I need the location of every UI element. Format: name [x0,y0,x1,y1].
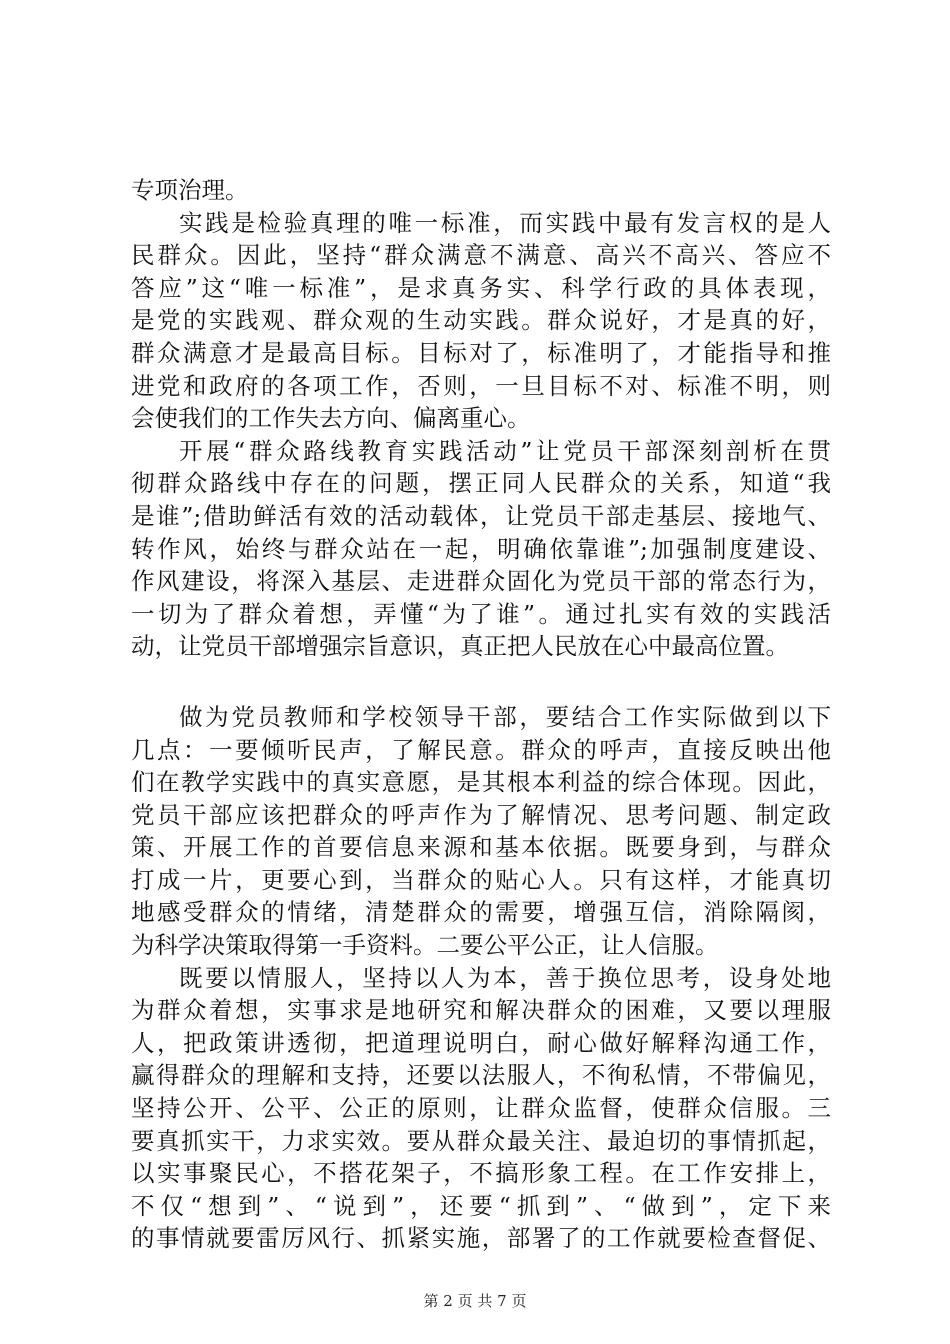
text-line: 动，让党员干部增强宗旨意识，真正把人民放在心中最高位置。 [131,632,789,661]
text-line: 一切为了群众着想，弄懂“为了谁”。通过扎实有效的实践活 [131,599,831,628]
text-line: 们在教学实践中的真实意愿，是其根本利益的综合体现。因此， [131,768,831,797]
paragraph-gap [131,663,831,701]
text-line: 是谁”;借助鲜活有效的活动载体，让党员干部走基层、接地气、 [131,501,831,530]
text-line: 既要以情服人，坚持以人为本，善于换位思考，设身处地 [179,963,831,992]
text-line: 做为党员教师和学校领导干部，要结合工作实际做到以下 [179,702,831,731]
page-footer: 第 2 页 共 7 页 [423,1292,527,1310]
text-line: 专项治理。 [131,176,249,204]
body-text [131,174,831,1255]
text-line: 策、开展工作的首要信息来源和基本依据。既要身到，与群众 [131,833,831,862]
text-line: 赢得群众的理解和支持，还要以法服人，不徇私情，不带偏见， [131,1061,831,1090]
text-line: 以实事聚民心，不搭花架子，不搞形象工程。在工作安排上， [131,1159,831,1188]
text-line: 为群众着想，实事求是地研究和解决群众的困难，又要以理服 [131,996,831,1025]
text-line: 彻群众路线中存在的问题，摆正同人民群众的关系，知道“我 [131,469,831,498]
text-line: 人，把政策讲透彻，把道理说明白，耐心做好解释沟通工作， [131,1028,831,1057]
text-line: 党员干部应该把群众的呼声作为了解情况、思考问题、制定政 [131,800,831,829]
text-line: 群众满意才是最高目标。目标对了，标准明了，才能指导和推 [131,338,831,367]
text-line: 作风建设，将深入基层、走进群众固化为党员干部的常态行为， [131,567,831,596]
text-line: 转作风，始终与群众站在一起，明确依靠谁”;加强制度建设、 [131,534,831,563]
text-line: 几点：一要倾听民声，了解民意。群众的呼声，直接反映出他 [131,735,831,764]
text-line: 开展“群众路线教育实践活动”让党员干部深刻剖析在贯 [179,436,831,465]
text-line: 实践是检验真理的唯一标准，而实践中最有发言权的是人 [179,208,831,237]
text-line: 地感受群众的情绪，清楚群众的需要，增强互信，消除隔阂， [131,898,831,927]
text-line: 进党和政府的各项工作，否则，一旦目标不对、标准不明，则 [131,371,831,400]
text-line: 打成一片，更要心到，当群众的贴心人。只有这样，才能真切 [131,865,831,894]
text-line: 为科学决策取得第一手资料。二要公平公正，让人信服。 [131,931,719,960]
text-line: 不仅“想到”、“说到”，还要“抓到”、“做到”，定下来 [131,1191,831,1220]
text-line: 的事情就要雷厉风行、抓紧实施，部署了的工作就要检查督促、 [131,1224,831,1253]
text-line: 民群众。因此，坚持“群众满意不满意、高兴不高兴、答应不 [131,241,831,270]
text-line: 要真抓实干，力求实效。要从群众最关注、最迫切的事情抓起， [131,1126,831,1155]
text-line: 会使我们的工作失去方向、偏离重心。 [131,404,531,433]
text-line: 坚持公开、公平、公正的原则，让群众监督，使群众信服。三 [131,1094,831,1123]
text-line: 是党的实践观、群众观的生动实践。群众说好，才是真的好， [131,306,831,335]
text-line: 答应”这“唯一标准”，是求真务实、科学行政的具体表现， [131,273,831,302]
